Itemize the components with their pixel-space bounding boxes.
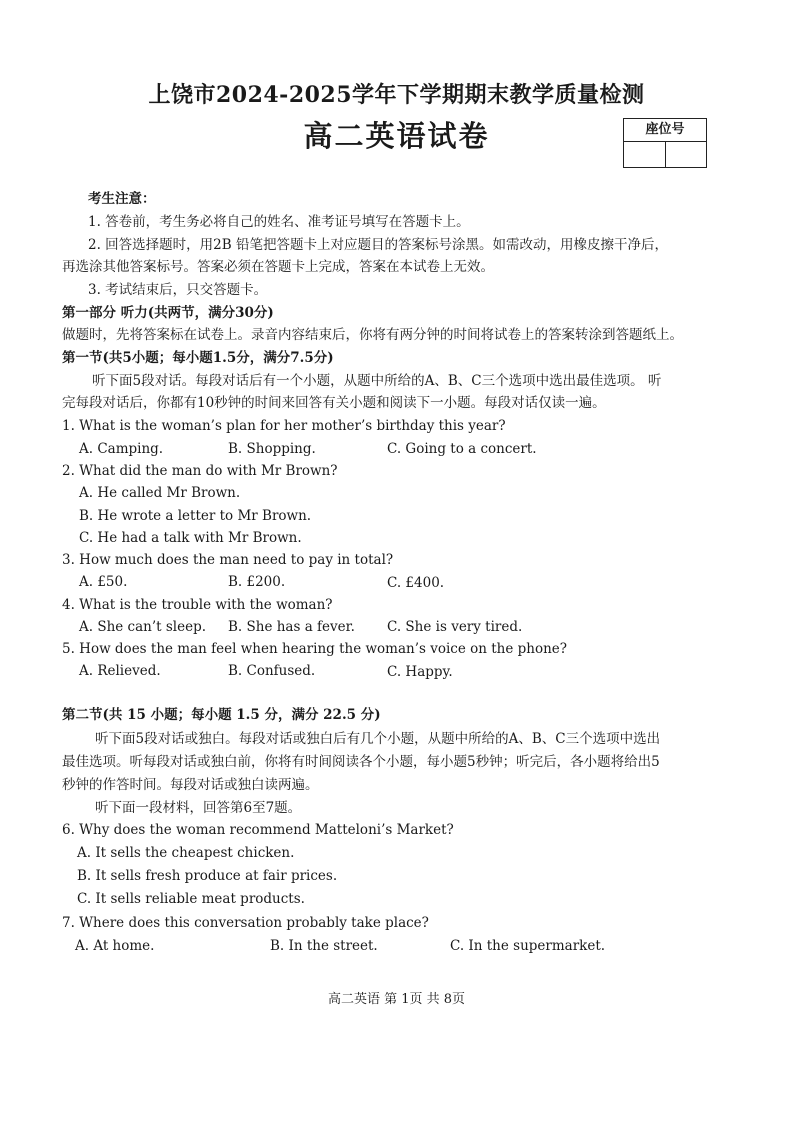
q5-option-b: B. Confused. bbox=[228, 663, 316, 679]
q1-option-a: A. Camping. bbox=[79, 441, 164, 457]
q3-option-b: B. £200. bbox=[228, 574, 286, 590]
question-5: 5. How does the man feel when hearing the woman’s voice on the phone? bbox=[62, 641, 568, 657]
section2-instruction-line2: 最佳选项。听每段对话或独白前，你将有时间阅读各个小题，每小题5秒钟；听完后，各小题将给出5 bbox=[62, 754, 660, 770]
q3-option-c: C. £400. bbox=[387, 575, 445, 591]
seat-number-cell-1 bbox=[624, 142, 666, 167]
q4-option-c: C. She is very tired. bbox=[387, 619, 523, 635]
part1-heading: 第一部分 听力(共两节，满分30分) bbox=[62, 305, 274, 321]
section1-heading: 第一节(共5小题；每小题1.5分，满分7.5分) bbox=[62, 350, 334, 366]
q6-option-a: A. It sells the cheapest chicken. bbox=[77, 845, 295, 861]
notice-item-2-line1: 2. 回答选择题时，用2B 铅笔把答题卡上对应题目的答案标号涂黑。如需改动，用橡皮擦干净后， bbox=[88, 237, 668, 253]
paper-subject-title: 高二英语试卷 bbox=[303, 119, 490, 153]
page-footer: 高二英语 第 1页 共 8页 bbox=[327, 992, 466, 1007]
q2-option-b: B. He wrote a letter to Mr Brown. bbox=[79, 508, 312, 524]
section2-instruction-line1: 听下面5段对话或独白。每段对话或独白后有几个小题，从题中所给的A、B、C三个选项中选出 bbox=[95, 731, 661, 747]
question-3: 3. How much does the man need to pay in total? bbox=[62, 552, 394, 568]
question-6: 6. Why does the woman recommend Matteloni’s Market? bbox=[62, 822, 454, 838]
q7-option-a: A. At home. bbox=[75, 938, 155, 954]
question-4: 4. What is the trouble with the woman? bbox=[62, 597, 333, 613]
q5-option-c: C. Happy. bbox=[387, 664, 453, 680]
q2-option-a: A. He called Mr Brown. bbox=[79, 485, 241, 501]
part1-instruction: 做题时，先将答案标在试卷上。录音内容结束后，你将有两分钟的时间将试卷上的答案转涂到答题纸上。 bbox=[62, 327, 683, 343]
question-1: 1. What is the woman’s plan for her mother’s birthday this year? bbox=[62, 418, 506, 434]
q5-option-a: A. Relieved. bbox=[79, 663, 161, 679]
q4-option-b: B. She has a fever. bbox=[228, 619, 355, 635]
seat-number-label: 座位号 bbox=[624, 119, 706, 142]
question-2: 2. What did the man do with Mr Brown? bbox=[62, 463, 338, 479]
q6-option-c: C. It sells reliable meat products. bbox=[77, 891, 305, 907]
q7-option-b: B. In the street. bbox=[270, 938, 378, 954]
q6-option-b: B. It sells fresh produce at fair prices. bbox=[77, 868, 338, 884]
q7-option-c: C. In the supermarket. bbox=[450, 938, 606, 954]
question-7: 7. Where does this conversation probably take place? bbox=[62, 915, 429, 931]
section2-instruction-line3: 秒钟的作答时间。每段对话或独白读两遍。 bbox=[62, 777, 319, 793]
material-note: 听下面一段材料，回答第6至7题。 bbox=[95, 800, 302, 816]
notice-item-3: 3. 考试结束后，只交答题卡。 bbox=[88, 282, 268, 298]
notice-heading: 考生注意： bbox=[88, 191, 156, 207]
section1-instruction-line1: 听下面5段对话。每段对话后有一个小题，从题中所给的A、B、C三个选项中选出最佳选项。 听 bbox=[92, 373, 662, 389]
seat-number-cell-2 bbox=[666, 142, 706, 167]
q1-option-c: C. Going to a concert. bbox=[387, 441, 537, 457]
notice-item-1: 1. 答卷前，考生务必将自己的姓名、准考证号填写在答题卡上。 bbox=[88, 214, 470, 230]
seat-number-box bbox=[623, 118, 707, 168]
notice-item-2-line2: 再选涂其他答案标号。答案必须在答题卡上完成，答案在本试卷上无效。 bbox=[62, 259, 494, 275]
q4-option-a: A. She can’t sleep. bbox=[79, 619, 207, 635]
exam-title: 上饶市2024-2025学年下学期期末教学质量检测 bbox=[148, 82, 645, 108]
q3-option-a: A. £50. bbox=[79, 574, 128, 590]
q2-option-c: C. He had a talk with Mr Brown. bbox=[79, 530, 302, 546]
section1-instruction-line2: 完每段对话后，你都有10秒钟的时间来回答有关小题和阅读下一小题。每段对话仅读一遍。 bbox=[62, 395, 606, 411]
q1-option-b: B. Shopping. bbox=[228, 441, 316, 457]
section2-heading: 第二节(共 15 小题；每小题 1.5 分，满分 22.5 分) bbox=[62, 707, 381, 723]
